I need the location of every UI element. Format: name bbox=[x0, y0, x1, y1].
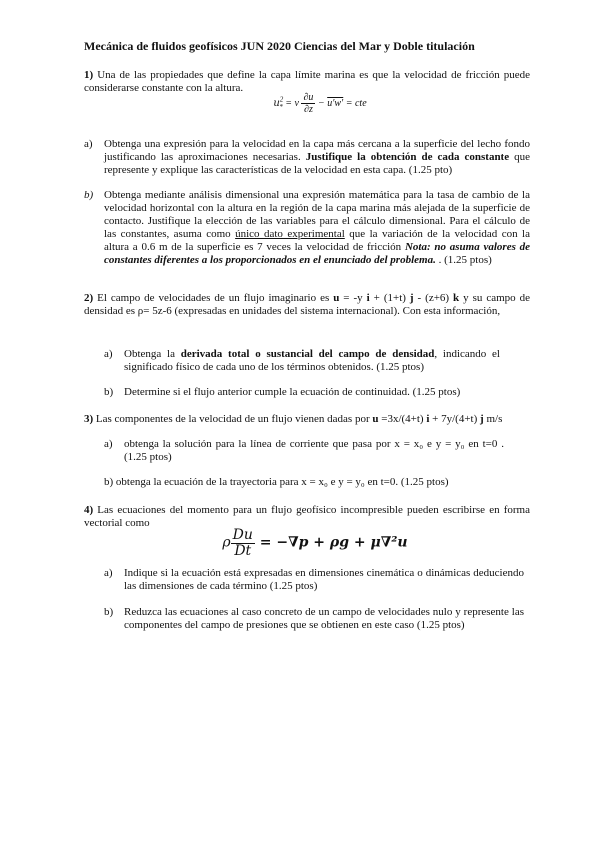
q3-part-a bbox=[104, 438, 504, 464]
q3-intro1: Las componentes de la velocidad de un flujo vienen dadas por bbox=[93, 413, 373, 425]
q3-intro bbox=[84, 413, 530, 426]
q2-a-bold: derivada total o sustancial del campo de densidad bbox=[180, 348, 435, 360]
q1-part-a bbox=[84, 138, 530, 177]
q2-a-text bbox=[124, 348, 500, 374]
q2-k: k bbox=[453, 292, 460, 304]
q2-b-text: Determine si el flujo anterior cumple la ecuación de continuidad. (1.25 ptos) bbox=[124, 386, 461, 398]
q4-a-label: a) bbox=[104, 567, 113, 579]
q1-eq-uw: u′w′ bbox=[327, 97, 344, 109]
q1-eq-minus: − bbox=[315, 97, 328, 109]
q1-number: 1) bbox=[84, 69, 94, 81]
q4-eq-rest: = −∇p + ρg + μ∇²u bbox=[254, 534, 408, 551]
q4-eq-num: Du bbox=[232, 527, 253, 543]
q2-part-b bbox=[104, 386, 524, 399]
q1-intro-text: Una de las propiedades que define la capa límite marina es que la velocidad de fricción puede considerarse constante con la altura. bbox=[84, 69, 530, 94]
q1-b-text bbox=[104, 189, 530, 267]
q4-eq-fraction bbox=[231, 528, 255, 559]
q2-a-label: a) bbox=[104, 348, 113, 360]
q1-a-text bbox=[104, 138, 530, 177]
q2-part-a bbox=[104, 348, 500, 374]
q2-u: u bbox=[333, 292, 340, 304]
q1-part-b bbox=[84, 189, 530, 267]
q1-b-label: b) bbox=[84, 189, 94, 201]
q2-intro2: y su campo de densidad es ρ= 5z-6 (expresadas en unidades del sistema internacional). Con esta información, bbox=[84, 292, 531, 317]
q3-u: u bbox=[372, 413, 379, 425]
q1-a-text1: Obtenga una expresión para la velocidad en la capa más cercana a la superficie del lecho fondo justificando las aproximaciones necesarias. bbox=[104, 138, 530, 163]
q3-vel2: + 7y/(4+t) bbox=[429, 413, 481, 425]
q1-eq-den: ∂z bbox=[304, 104, 313, 115]
q4-number: 4) bbox=[84, 504, 94, 516]
q3-vel: =3x/(4+t) bbox=[378, 413, 427, 425]
q2-vel3: - (z+6) bbox=[413, 292, 454, 304]
q1-equation bbox=[250, 92, 390, 115]
q4-intro-text: Las ecuaciones del momento para un flujo geofísico incompresible pueden escribirse en forma vectorial como bbox=[84, 504, 530, 529]
q1-b-underline: único dato experimental bbox=[235, 228, 345, 240]
q3-a-text: obtenga la solución para la línea de corriente que pasa por x = x₀ e y = y₀ en t=0 . (1.25 ptos) bbox=[124, 438, 504, 463]
q1-eq-fraction bbox=[301, 92, 315, 115]
q1-b-points: . (1.25 ptos) bbox=[435, 254, 492, 266]
q3-i: i bbox=[426, 413, 430, 425]
q2-b-label: b) bbox=[104, 386, 114, 398]
q1-a-label: a) bbox=[84, 138, 93, 150]
q4-eq-den: Dt bbox=[234, 543, 252, 559]
q3-number: 3) bbox=[84, 413, 94, 425]
q1-eq-num: ∂u bbox=[303, 92, 314, 103]
q1-eq-sub: * bbox=[279, 102, 283, 111]
q2-i: i bbox=[366, 292, 370, 304]
q4-equation bbox=[200, 528, 430, 559]
q1-b-note: Nota: no asuma valores de constantes diferentes a los proporcionados en el enunciado del problema. bbox=[104, 241, 530, 266]
q2-a-text1: Obtenga la bbox=[124, 348, 181, 360]
q3-part-b: b) obtenga la ecuación de la trayectoria para x = x₀ e y = y₀ en t=0. (1.25 ptos) bbox=[104, 476, 449, 488]
q1-eq-cte: = cte bbox=[343, 97, 367, 109]
q2-vel: = -y bbox=[339, 292, 367, 304]
q4-eq-rho: ρ bbox=[222, 534, 231, 551]
q2-number: 2) bbox=[84, 292, 94, 304]
q3-j: j bbox=[480, 413, 484, 425]
q3-a-label: a) bbox=[104, 438, 113, 450]
q1-a-bold: Justifique la obtención de cada constante bbox=[300, 151, 510, 163]
q2-intro1: El campo de velocidades de un flujo imaginario es bbox=[93, 292, 334, 304]
q4-part-a bbox=[104, 567, 524, 593]
q4-b-label: b) bbox=[104, 606, 114, 618]
q2-a-text2: , indicando el significado físico de cada uno de los términos obtenidos. (1.25 ptos) bbox=[124, 348, 500, 373]
page-title: Mecánica de fluidos geofísicos JUN 2020 Ciencias del Mar y Doble titulación bbox=[84, 39, 475, 53]
q4-b-text: Reduzca las ecuaciones al caso concreto de un campo de velocidades nulo y represente las componentes del campo de presiones que se obtienen en este caso (1.25 ptos) bbox=[124, 606, 524, 631]
q1-eq-eq: = ν bbox=[282, 97, 302, 109]
q4-part-b bbox=[104, 606, 524, 632]
q1-eq-lhs: u bbox=[273, 97, 280, 109]
q1-b-text2: que la variación de la velocidad con la altura a 0.6 m de la superficie es 7 veces la velocidad de fricción bbox=[104, 228, 530, 253]
q4-a-text: Indique si la ecuación está expresadas en dimensiones cinemática o dinámicas deduciendo las dimensiones de cada término (1.25 ptos) bbox=[124, 567, 524, 592]
q1-eq-sup: 2 bbox=[279, 95, 284, 104]
q2-j: j bbox=[409, 292, 414, 304]
q3-unit: m/s bbox=[483, 413, 503, 425]
q4-intro bbox=[84, 504, 530, 530]
q1-b-text1: Obtenga mediante análisis dimensional una expresión matemática para la tasa de cambio de la velocidad horizontal con la altura en la región de la capa marina más alejada de la superficie de contacto. Justifique la elección de las variables para el cálculo dimensional. Para el cálculo de las constantes, asuma como bbox=[104, 189, 530, 240]
q2-vel2: + (1+t) bbox=[369, 292, 410, 304]
q2-intro bbox=[84, 292, 530, 318]
q1-a-text2: que represente y explique las características de la velocidad en esta capa. (1.25 pto) bbox=[104, 151, 530, 176]
